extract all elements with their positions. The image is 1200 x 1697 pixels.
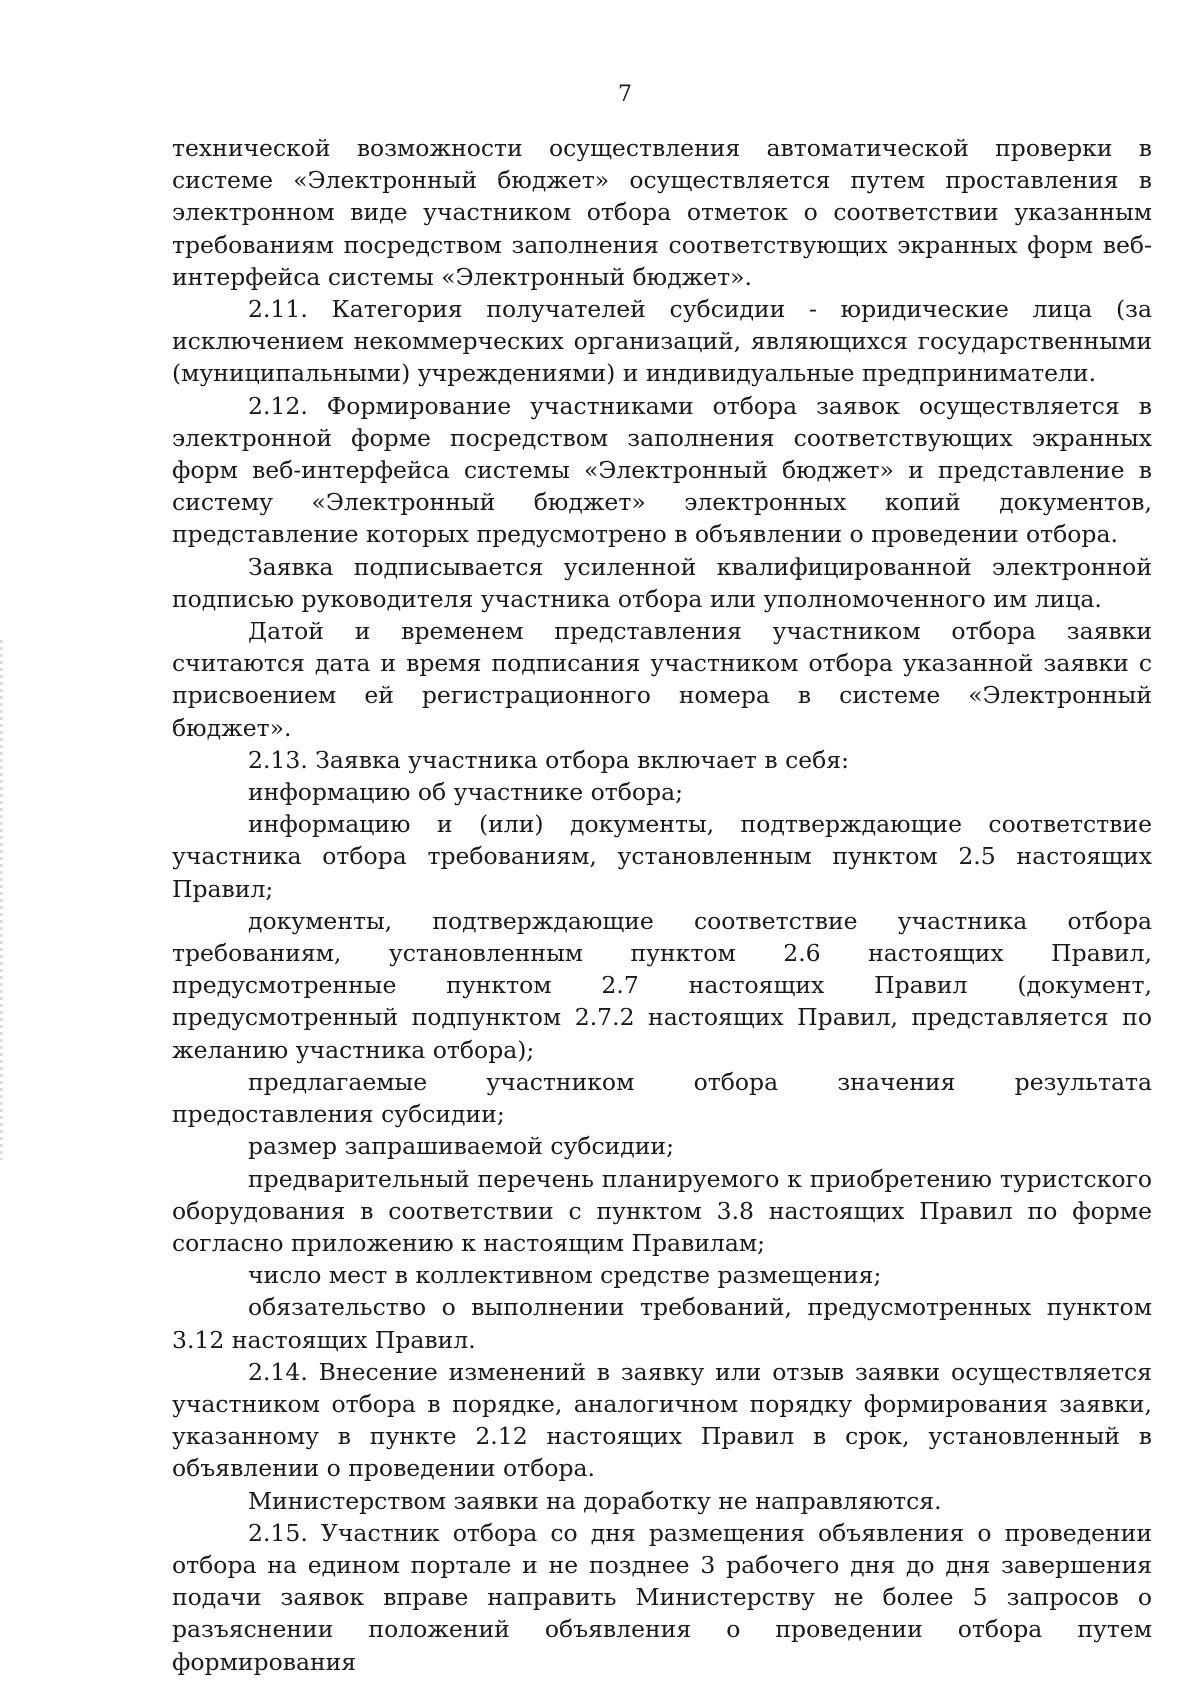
page-number: 7 [618, 82, 632, 107]
paragraph-2-11: 2.11. Категория получателей субсидии - юридические лица (за исключением некоммерческих организаций, являющихся государственными (муниципальными) учреждениями) и индивидуальные предприниматели. [172, 295, 1152, 388]
paragraph-2-15: 2.15. Участник отбора со дня размещения объявления о проведении отбора на едином портале и не позднее 3 рабочего дня до дня завершения подачи заявок вправе направить Министерству не более 5 запросов о разъяснении положений объявления о проведении отбора путем формирования [172, 1518, 1152, 1676]
paragraph-2-13: 2.13. Заявка участника отбора включает в себя: [248, 745, 850, 774]
paragraph-no-revision: Министерством заявки на доработку не направляются. [248, 1486, 942, 1515]
list-item-requirements-2-5: информацию и (или) документы, подтверждающие соответствие участника отбора требованиям, установленным пунктом 2.5 настоящих Правил; [172, 810, 1152, 903]
paragraph-2-14: 2.14. Внесение изменений в заявку или отзыв заявки осуществляется участником отбора в порядке, аналогичном порядку формирования заявки, указанному в пункте 2.12 настоящих Правил в срок, установленный в объявлении о проведении отбора. [172, 1357, 1152, 1483]
paragraph-signature: Заявка подписывается усиленной квалифицированной электронной подписью руководителя участника отбора или уполномоченного им лица. [172, 552, 1152, 613]
document-body [172, 132, 1152, 1678]
list-item-accommodation-places: число мест в коллективном средстве размещения; [248, 1261, 882, 1290]
list-item-result-values: предлагаемые участником отбора значения результата предоставления субсидии; [172, 1067, 1152, 1129]
paragraph-submission-date: Датой и временем представления участником отбора заявки считаются дата и время подписания участником отбора указанной заявки с присвоением ей регистрационного номера в системе «Электронный бюджет». [172, 617, 1152, 742]
list-item-requirements-2-6: документы, подтверждающие соответствие участника отбора требованиям, установленным пунктом 2.6 настоящих Правил, предусмотренные пунктом 2.7 настоящих Правил (документ, предусмотренный подпунктом 2.7.2 настоящих Правил, представляется по желанию участника отбора); [172, 906, 1152, 1064]
list-item-obligation-3-12: обязательство о выполнении требований, предусмотренных пунктом 3.12 настоящих Правил. [172, 1293, 1152, 1354]
scan-edge-artifact [0, 640, 3, 1160]
list-item-participant-info: информацию об участнике отбора; [248, 778, 684, 807]
list-item-subsidy-amount: размер запрашиваемой субсидии; [248, 1132, 675, 1161]
paragraph-continuation: технической возможности осуществления автоматической проверки в системе «Электронный бюджет» осуществляется путем проставления в электронном виде участником отбора отметок о соответствии указанным требованиям посредством заполнения соответствующих экранных форм веб-интерфейса системы «Электронный бюджет». [172, 134, 1152, 291]
paragraph-2-12: 2.12. Формирование участниками отбора заявок осуществляется в электронной форме посредством заполнения соответствующих экранных форм веб-интерфейса системы «Электронный бюджет» и представление в систему «Электронный бюджет» электронных копий документов, представление которых предусмотрено в объявлении о проведении отбора. [172, 391, 1152, 549]
list-item-equipment-list: предварительный перечень планируемого к приобретению туристского оборудования в соответствии с пунктом 3.8 настоящих Правил по форме согласно приложению к настоящим Правилам; [172, 1164, 1152, 1257]
